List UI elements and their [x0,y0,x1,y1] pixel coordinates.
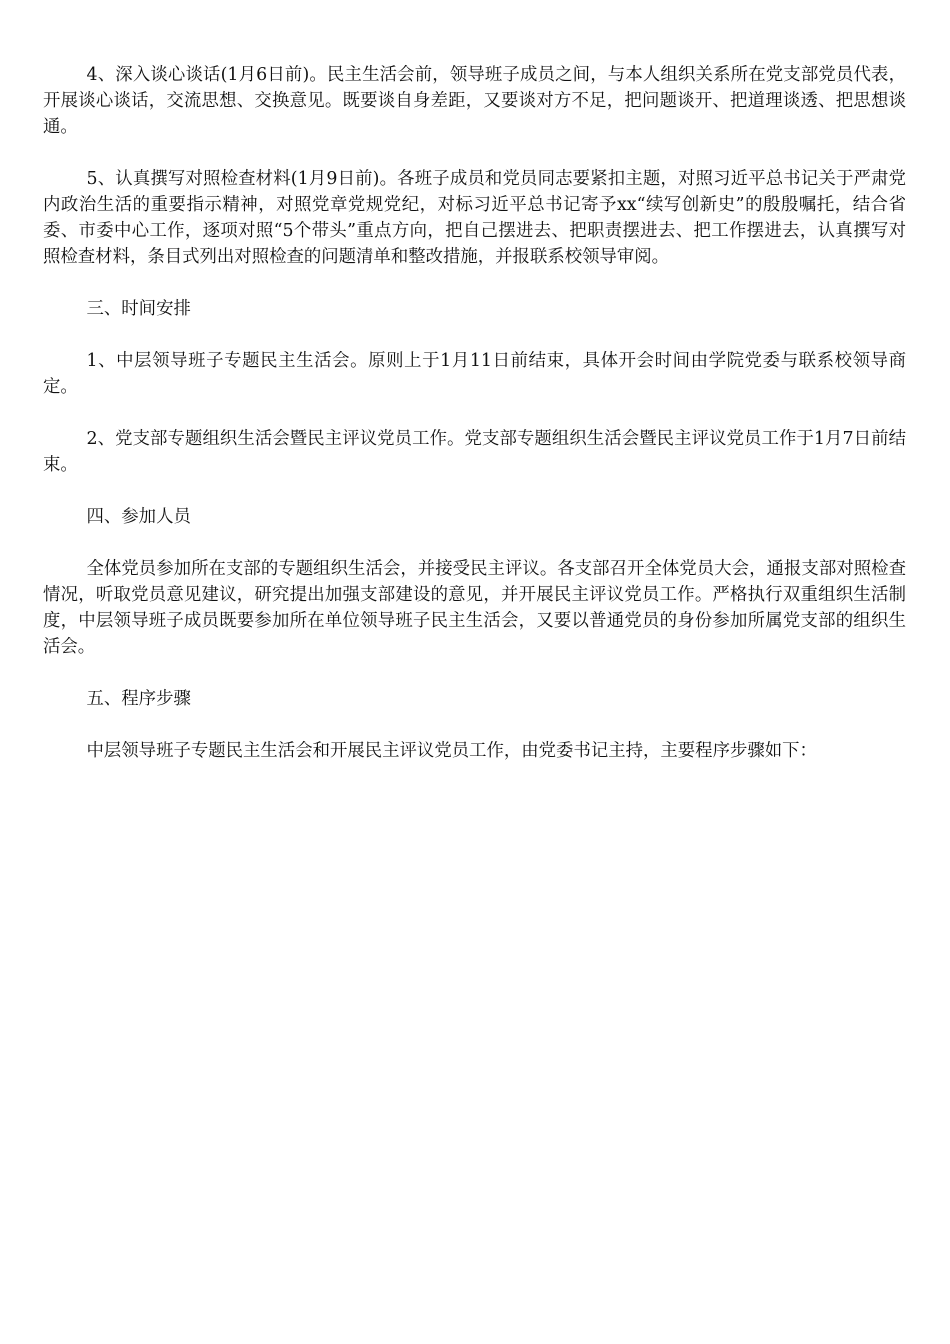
paragraph-procedure: 中层领导班子专题民主生活会和开展民主评议党员工作，由党委书记主持，主要程序步骤如下： [86,741,817,761]
section-heading-participants: 四、参加人员 [86,507,191,527]
section-heading-schedule: 三、时间安排 [86,299,191,319]
paragraph-item-5: 5、认真撰写对照检查材料(1月9日前)。各班子成员和党员同志要紧扣主题，对照习近平总书记关于严肃党内政治生活的重要指示精神，对照党章党规党纪，对标习近平总书记寄予xx“续写创新史”的殷殷嘱托，结合省委、市委中心工作，逐项对照“5个带头”重点方向，把自己摆进去、把职责摆进去、把工作摆进去，认真撰写对照检查材料，条目式列出对照检查的问题清单和整改措施，并报联系校领导审阅。 [43,169,906,267]
paragraph-schedule-2: 2、党支部专题组织生活会暨民主评议党员工作。党支部专题组织生活会暨民主评议党员工作于1月7日前结束。 [43,429,906,475]
document-page [43,62,906,790]
paragraph-schedule-1: 1、中层领导班子专题民主生活会。原则上于1月11日前结束，具体开会时间由学院党委与联系校领导商定。 [43,351,906,397]
section-heading-procedure: 五、程序步骤 [86,689,191,709]
paragraph-item-4: 4、深入谈心谈话(1月6日前)。民主生活会前，领导班子成员之间，与本人组织关系所在党支部党员代表，开展谈心谈话，交流思想、交换意见。既要谈自身差距，又要谈对方不足，把问题谈开、把道理谈透、把思想谈通。 [43,65,906,137]
paragraph-participants: 全体党员参加所在支部的专题组织生活会，并接受民主评议。各支部召开全体党员大会，通报支部对照检查情况，听取党员意见建议，研究提出加强支部建设的意见，并开展民主评议党员工作。严格执行双重组织生活制度，中层领导班子成员既要参加所在单位领导班子民主生活会，又要以普通党员的身份参加所属党支部的组织生活会。 [43,559,906,657]
